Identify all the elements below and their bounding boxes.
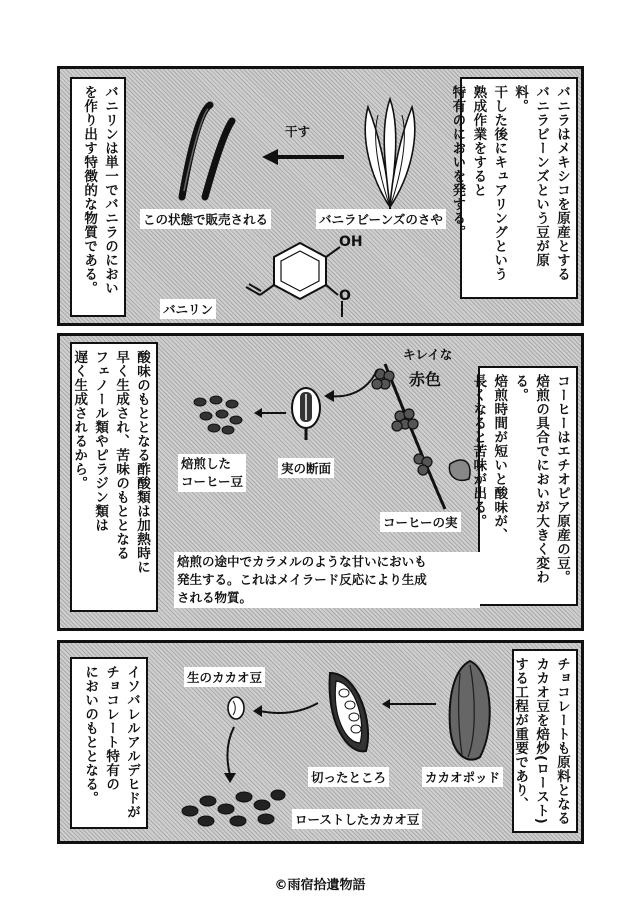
panel-vanilla (57, 66, 584, 326)
arrow-curve-icon (322, 364, 382, 404)
label-roasted-coffee: 焙煎した コーヒー豆 (178, 454, 246, 492)
panel-chocolate (57, 640, 584, 844)
label-sold: この状態で販売される (140, 209, 271, 229)
label-dry: 干す (285, 124, 311, 139)
acid-note: 酸味のもととなる酢酸類は加熱時に 早く生成され、苦味のもととなる フェノール類やピラジン類は 遅く生成されるから。 (70, 342, 158, 612)
coffee-narration: コーヒーはエチオピア原産の豆。 焙煎の具合でにおいが大きく変わる。 焙煎時間が短いと酸味が、 長くなると苦味が出る。 (478, 366, 578, 606)
vanilla-narration: バニラはメキシコを原産とする バニラビーンズという豆が原料。 干した後にキュアリングという 熟成作業をすると 特有のにおいを発する。 (460, 77, 578, 299)
isovaleraldehyde-note: イソバレルアルデヒドが チョコレート特有の においのもととなる。 (70, 657, 148, 829)
cacao-pod-icon (440, 657, 500, 767)
chocolate-narration: チョコレートも原料となる カカオ豆を焙炒(ロースト) する工程が重要であり、 (512, 649, 578, 833)
label-beautiful: キレイな (403, 347, 453, 362)
label-vanillin: バニリン (160, 299, 216, 319)
arrow-down-icon (220, 725, 240, 785)
maillard-note: 焙煎の途中でカラメルのような甘いにおいも 発生する。これはメイラード反応により生成 される物質。 (174, 552, 480, 608)
label-fruit: コーヒーの実 (380, 512, 461, 532)
credit: ©雨宿拾遺物語 (274, 878, 366, 893)
label-section: 実の断面 (278, 458, 334, 478)
coffee-section-icon (288, 384, 324, 444)
arrow-left-small-icon (252, 406, 286, 420)
panel-coffee (57, 333, 584, 631)
label-oh: OH (339, 234, 363, 250)
label-cut: 切ったところ (308, 767, 389, 787)
roasted-cacao-icon (178, 783, 288, 833)
dried-vanilla-icon (170, 101, 245, 201)
arrow-left-icon (260, 147, 345, 167)
label-o: O (339, 288, 351, 304)
roasted-coffee-icon (190, 392, 246, 436)
vanillin-note: バニリンは単一でバニラのにおい を作り出す特徴的な物質である。 (70, 77, 126, 317)
label-pod: バニラビーンズのさや (316, 209, 446, 229)
vanilla-pod-icon (350, 97, 430, 212)
label-raw-cacao: 生のカカオ豆 (184, 667, 265, 687)
arrow-to-raw-icon (250, 699, 320, 719)
cacao-cut-icon (318, 663, 378, 763)
raw-cacao-bean-icon (226, 695, 246, 721)
arrow-left-cacao-icon (380, 697, 436, 711)
label-roasted-cacao: ローストしたカカオ豆 (292, 809, 422, 829)
label-red: 赤色 (409, 370, 442, 389)
label-cacao-pod: カカオポッド (422, 767, 503, 787)
